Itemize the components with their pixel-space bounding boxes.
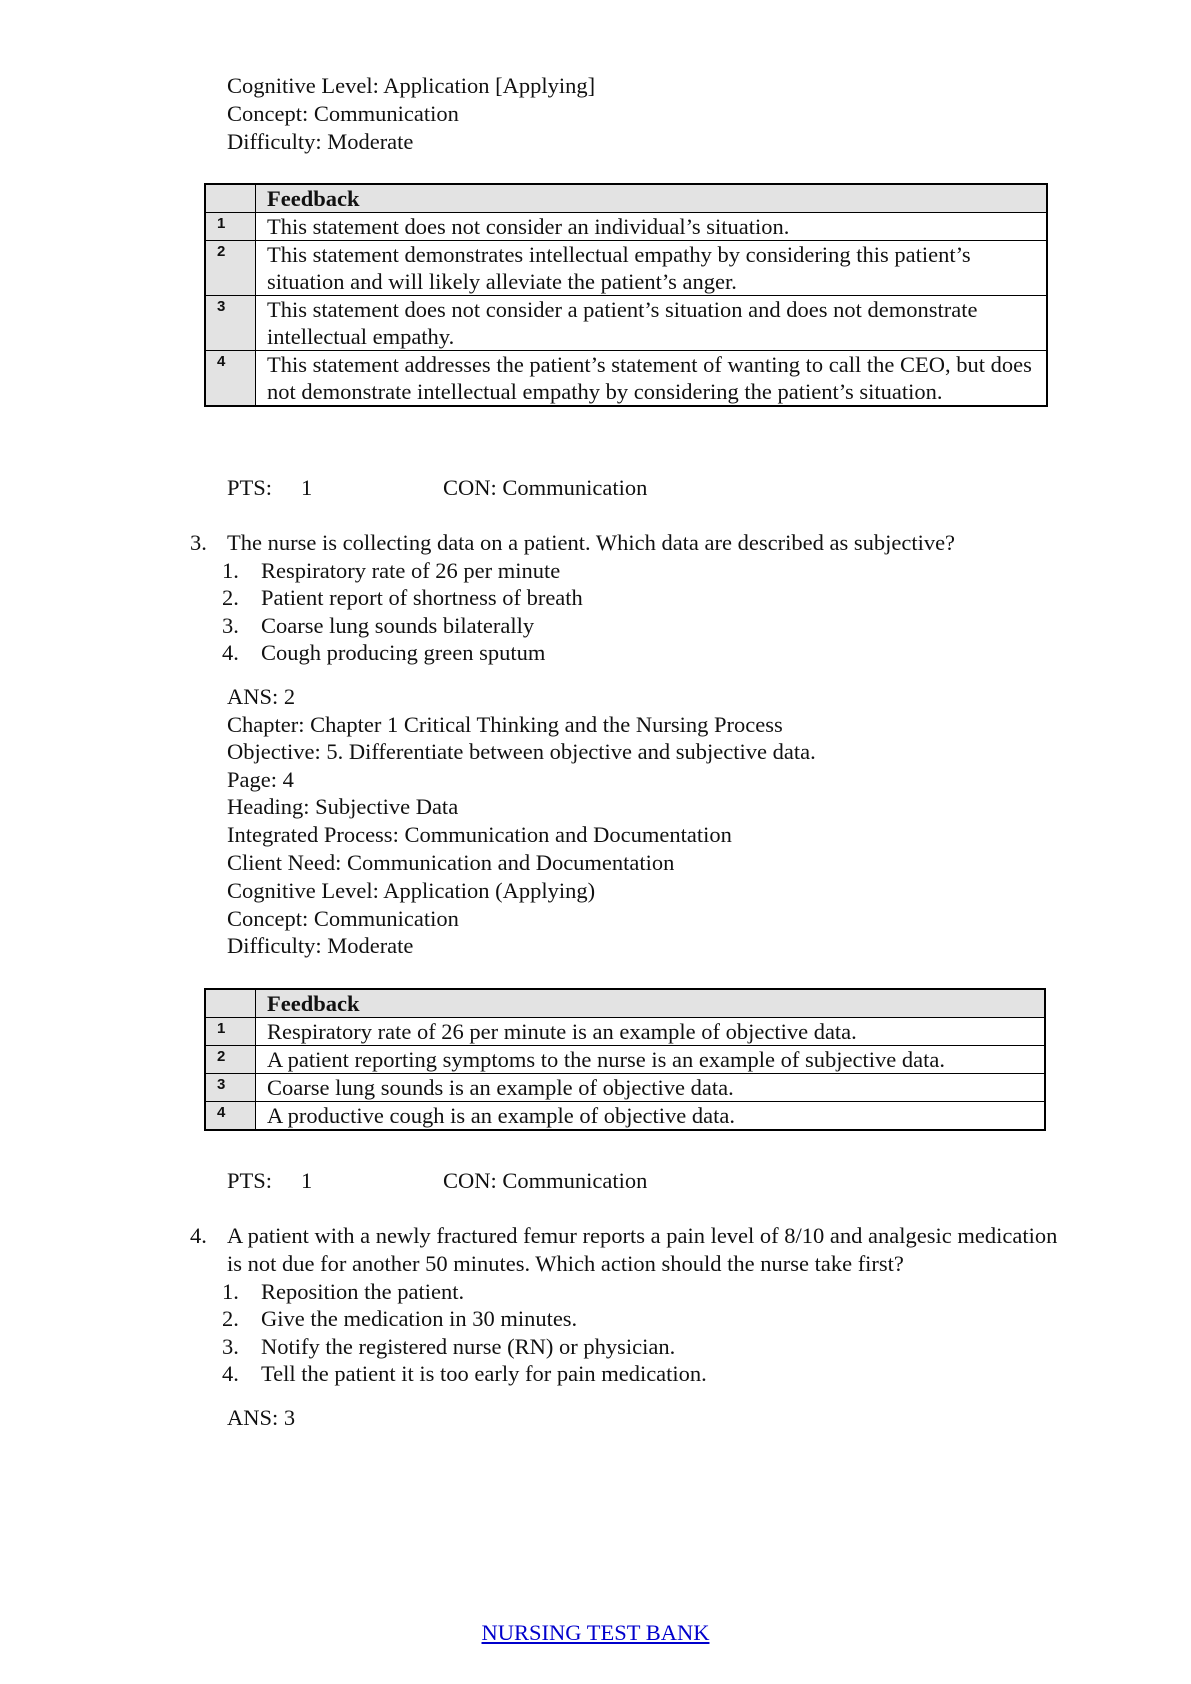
feedback-row xyxy=(205,1046,1045,1074)
feedback-text: This statement does not consider an individual’s situation. xyxy=(256,213,1048,241)
pts-label: PTS: xyxy=(227,1168,273,1193)
row-number: 1 xyxy=(205,1018,256,1046)
objective: Objective: 5. Differentiate between objective and subjective data. xyxy=(227,739,816,764)
concept: Concept: Communication xyxy=(227,101,459,126)
integrated-process: Integrated Process: Communication and Documentation xyxy=(227,822,732,847)
option-text: Patient report of shortness of breath xyxy=(261,585,583,610)
cognitive-level: Cognitive Level: Application [Applying] xyxy=(227,73,596,98)
nursing-test-bank-link[interactable]: NURSING TEST BANK xyxy=(481,1620,710,1645)
question-stem-line-2: is not due for another 50 minutes. Which action should the nurse take first? xyxy=(227,1251,904,1276)
option-number: 4. xyxy=(222,640,239,665)
answer: ANS: 3 xyxy=(227,1405,296,1430)
option-number: 4. xyxy=(222,1361,239,1386)
feedback-header: Feedback xyxy=(256,989,1046,1018)
feedback-row xyxy=(205,296,1047,351)
feedback-row xyxy=(205,213,1047,241)
option-text: Respiratory rate of 26 per minute xyxy=(261,558,561,583)
concept: Concept: Communication xyxy=(227,906,459,931)
option-number: 3. xyxy=(222,1334,239,1359)
feedback-row xyxy=(205,1074,1045,1102)
feedback-text: A patient reporting symptoms to the nurse is an example of subjective data. xyxy=(256,1046,1046,1074)
feedback-text: This statement does not consider a patient’s situation and does not demonstrate intellectual empathy. xyxy=(256,296,1048,351)
option-text: Reposition the patient. xyxy=(261,1279,465,1304)
question-stem: The nurse is collecting data on a patient. Which data are described as subjective? xyxy=(227,530,956,555)
option-text: Give the medication in 30 minutes. xyxy=(261,1306,578,1331)
option-text: Cough producing green sputum xyxy=(261,640,546,665)
row-number: 4 xyxy=(205,351,256,407)
row-number: 2 xyxy=(205,241,256,296)
pts-value: 1 xyxy=(301,475,313,500)
option-text: Tell the patient it is too early for pain medication. xyxy=(261,1361,707,1386)
feedback-row xyxy=(205,1018,1045,1046)
option-number: 3. xyxy=(222,613,239,638)
feedback-header-row xyxy=(205,184,1047,213)
header-blank-cell xyxy=(205,184,256,213)
option-text: Coarse lung sounds bilaterally xyxy=(261,613,535,638)
question-number: 4. xyxy=(190,1223,207,1248)
feedback-table-2 xyxy=(204,988,1046,1131)
option-number: 2. xyxy=(222,585,239,610)
feedback-text: A productive cough is an example of objective data. xyxy=(256,1102,1046,1131)
client-need: Client Need: Communication and Documentation xyxy=(227,850,675,875)
cognitive-level: Cognitive Level: Application (Applying) xyxy=(227,878,596,903)
feedback-text: This statement addresses the patient’s statement of wanting to call the CEO, but does not demonstrate intellectual empathy by considering the patient’s situation. xyxy=(256,351,1048,407)
pts-label: PTS: xyxy=(227,475,273,500)
row-number: 3 xyxy=(205,296,256,351)
feedback-row xyxy=(205,1102,1045,1131)
difficulty: Difficulty: Moderate xyxy=(227,129,414,154)
option-text: Notify the registered nurse (RN) or physician. xyxy=(261,1334,676,1359)
con-label: CON: Communication xyxy=(443,475,648,500)
feedback-text: Respiratory rate of 26 per minute is an example of objective data. xyxy=(256,1018,1046,1046)
option-number: 2. xyxy=(222,1306,239,1331)
question-stem-line-1: A patient with a newly fractured femur reports a pain level of 8/10 and analgesic medication xyxy=(227,1223,1058,1248)
feedback-table-1 xyxy=(204,183,1048,407)
heading: Heading: Subjective Data xyxy=(227,794,459,819)
feedback-text: This statement demonstrates intellectual empathy by considering this patient’s situation and will likely alleviate the patient’s anger. xyxy=(256,241,1048,296)
question-number: 3. xyxy=(190,530,207,555)
option-number: 1. xyxy=(222,558,239,583)
pts-value: 1 xyxy=(301,1168,313,1193)
feedback-header: Feedback xyxy=(256,184,1048,213)
answer: ANS: 2 xyxy=(227,684,296,709)
option-number: 1. xyxy=(222,1279,239,1304)
row-number: 1 xyxy=(205,213,256,241)
row-number: 2 xyxy=(205,1046,256,1074)
chapter: Chapter: Chapter 1 Critical Thinking and the Nursing Process xyxy=(227,712,783,737)
feedback-row xyxy=(205,241,1047,296)
page-ref: Page: 4 xyxy=(227,767,294,792)
feedback-header-row xyxy=(205,989,1045,1018)
feedback-row xyxy=(205,351,1047,407)
row-number: 4 xyxy=(205,1102,256,1131)
row-number: 3 xyxy=(205,1074,256,1102)
header-blank-cell xyxy=(205,989,256,1018)
difficulty: Difficulty: Moderate xyxy=(227,933,414,958)
con-label: CON: Communication xyxy=(443,1168,648,1193)
feedback-text: Coarse lung sounds is an example of objective data. xyxy=(256,1074,1046,1102)
